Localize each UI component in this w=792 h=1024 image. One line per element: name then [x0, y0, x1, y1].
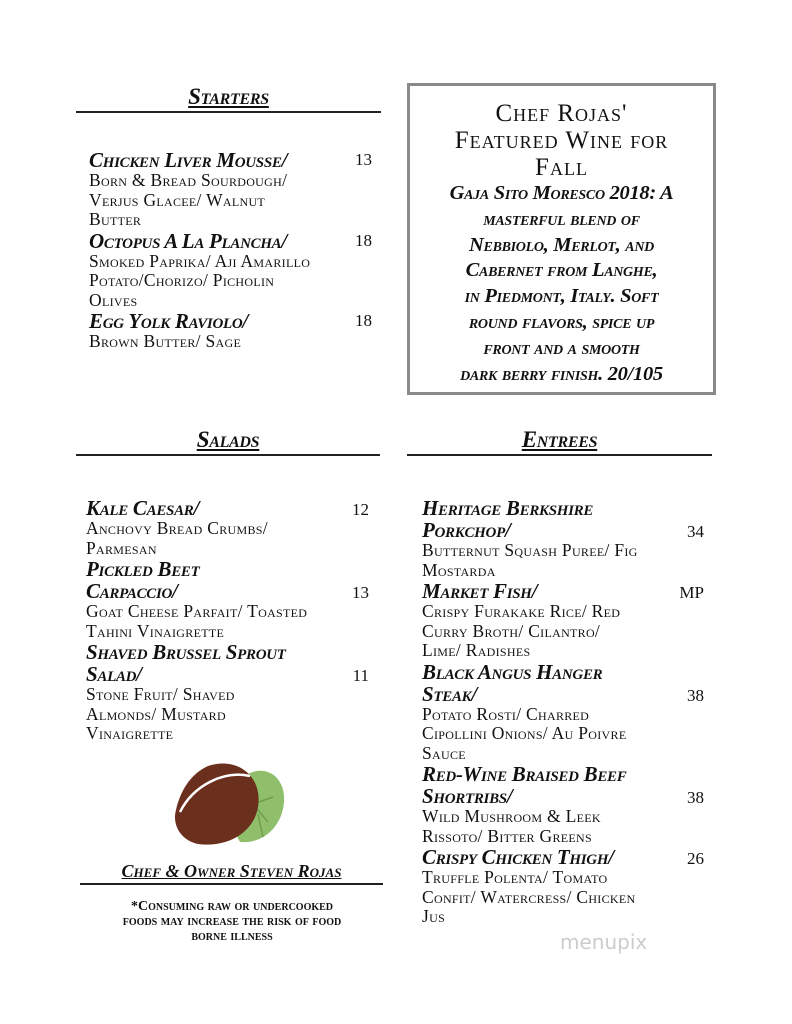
- wine-desc-line: Gaja Sito Moresco 2018: A: [449, 182, 674, 204]
- item-description: Truffle Polenta/ Tomato: [422, 867, 608, 887]
- divider: [407, 454, 712, 456]
- wine-title-line: Featured Wine for: [454, 127, 669, 154]
- menu-item: [89, 230, 372, 311]
- salads-title: Salads: [196, 427, 260, 452]
- item-description: Potato/Chorizo/ Picholin: [89, 270, 275, 290]
- item-name: Market Fish/: [422, 579, 538, 603]
- menu-item: [422, 763, 704, 846]
- item-name: Pickled Beet: [86, 557, 200, 581]
- item-description: Lime/ Radishes: [422, 640, 531, 660]
- entrees-list: [422, 497, 704, 927]
- item-description: Rissoto/ Bitter Greens: [422, 825, 592, 846]
- item-name: Salad/: [86, 662, 142, 686]
- item-name: Heritage Berkshire: [422, 496, 594, 520]
- item-description: Vinaigrette: [86, 723, 174, 743]
- wine-desc-line: dark berry finish. 20/105: [460, 362, 663, 385]
- item-description: Tahini Vinaigrette: [86, 620, 225, 641]
- item-description: Anchovy Bread Crumbs/: [86, 518, 268, 538]
- item-name: Black Angus Hanger: [422, 659, 603, 684]
- item-price: 38: [687, 685, 704, 705]
- menu-item: [89, 310, 372, 352]
- item-description: Confit/ Watercress/ Chicken: [422, 886, 636, 907]
- divider: [76, 454, 380, 456]
- item-description: Jus: [422, 906, 446, 926]
- item-description: Olives: [89, 289, 138, 310]
- item-description: Stone Fruit/ Shaved: [86, 684, 235, 704]
- wine-title-line: Chef Rojas': [495, 100, 628, 127]
- item-price: 13: [352, 583, 369, 602]
- item-description: Born & Bread Sourdough/: [89, 170, 288, 190]
- item-description: Butternut Squash Puree/ Fig: [422, 540, 638, 560]
- item-description: Crispy Furakake Rice/ Red: [422, 601, 621, 621]
- menu-item: [422, 580, 704, 661]
- item-description: Butter: [89, 209, 142, 229]
- item-price: 26: [687, 849, 704, 868]
- item-name: Shaved Brussel Sprout: [86, 640, 286, 664]
- item-description: Smoked Paprika/ Aji Amarillo: [89, 250, 311, 271]
- menu-item: [422, 846, 704, 927]
- item-price: 34: [687, 522, 704, 541]
- item-description: Potato Rosti/ Charred: [422, 703, 590, 724]
- item-description: Goat Cheese Parfait/ Toasted: [86, 601, 308, 621]
- item-name: Egg Yolk Raviolo/: [89, 309, 248, 333]
- item-name: Steak/: [422, 681, 477, 706]
- item-description: Almonds/ Mustard: [86, 703, 226, 724]
- wine-desc-line: round flavors, spice up: [468, 310, 655, 333]
- food-warning: [72, 899, 392, 944]
- item-name: Carpaccio/: [86, 579, 178, 603]
- menu-item: [86, 558, 369, 641]
- warning-line: borne illness: [191, 929, 273, 944]
- wine-description: [410, 181, 713, 387]
- wine-desc-line: Cabernet from Langhe,: [465, 259, 658, 282]
- item-description: Parmesan: [86, 537, 157, 558]
- item-description: Wild Mushroom & Leek: [422, 806, 601, 826]
- item-name: Red-Wine Braised Beef: [422, 762, 627, 786]
- menu-item: [86, 497, 369, 558]
- watermark: menupix: [560, 930, 648, 954]
- item-description: Brown Butter/ Sage: [89, 331, 242, 351]
- wine-desc-line: front and a smooth: [483, 336, 640, 359]
- item-price: 38: [687, 788, 704, 807]
- starters-title: Starters: [188, 84, 269, 109]
- divider: [80, 883, 383, 885]
- divider: [76, 111, 381, 113]
- chestnut-logo-icon: [168, 752, 288, 852]
- starters-list: [89, 149, 372, 352]
- wine-title-line: Fall: [535, 154, 588, 181]
- item-price: 11: [352, 666, 369, 685]
- item-name: Octopus A La Plancha/: [89, 228, 287, 253]
- item-description: Verjus Glacee/ Walnut: [89, 189, 266, 210]
- item-name: Porkchop/: [422, 518, 511, 542]
- item-price: 18: [355, 311, 372, 330]
- wine-desc-line: Nebbiolo, Merlot, and: [469, 233, 654, 256]
- item-description: Curry Broth/ Cilantro/: [422, 620, 601, 641]
- item-name: Shortribs/: [422, 784, 513, 808]
- wine-desc-line: masterful blend of: [483, 207, 640, 230]
- menu-item: [89, 149, 372, 230]
- warning-line: *Consuming raw or undercooked: [130, 899, 334, 914]
- item-name: Chicken Liver Mousse/: [89, 148, 288, 172]
- entrees-title: Entrees: [521, 427, 598, 452]
- warning-line: foods may increase the risk of food: [122, 914, 342, 929]
- salads-list: [86, 497, 369, 744]
- item-description: Cipollini Onions/ Au Poivre: [422, 723, 627, 743]
- chef-owner: Chef & Owner Steven Rojas: [121, 861, 342, 881]
- item-price: MP: [679, 583, 704, 602]
- item-price: 12: [352, 500, 369, 519]
- item-name: Crispy Chicken Thigh/: [422, 845, 614, 869]
- menu-item: [86, 641, 369, 744]
- item-description: Sauce: [422, 742, 466, 763]
- menu-item: [422, 497, 704, 580]
- menu-item: [422, 661, 704, 764]
- featured-wine-box: [407, 83, 716, 395]
- wine-title: [410, 100, 713, 181]
- item-description: Mostarda: [422, 559, 496, 580]
- item-name: Kale Caesar/: [86, 496, 200, 520]
- item-price: 13: [355, 150, 372, 169]
- item-price: 18: [355, 230, 372, 250]
- wine-desc-line: in Piedmont, Italy. Soft: [464, 285, 659, 308]
